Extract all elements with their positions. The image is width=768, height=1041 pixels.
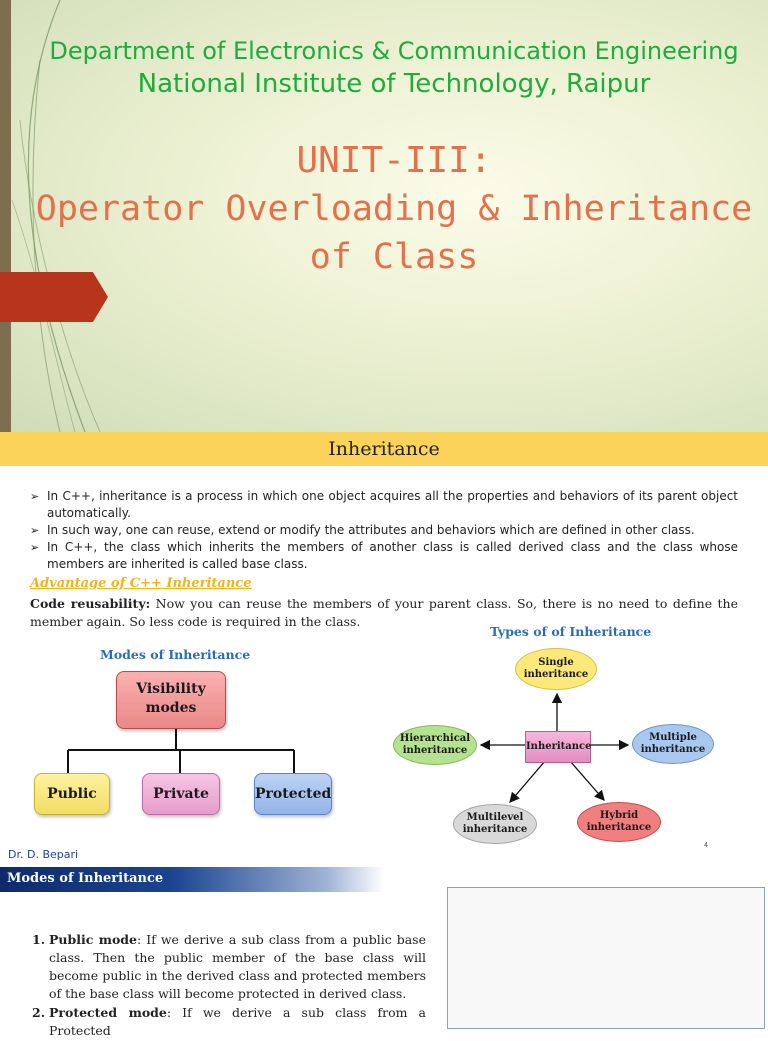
unit-label: UNIT-III: xyxy=(296,140,492,181)
inheritance-slide xyxy=(0,432,768,864)
department-name: Department of Electronics & Communication Engineering xyxy=(49,37,739,65)
item-body: : If we derive a sub class from a Protected xyxy=(49,1005,426,1038)
modes-diagram-title: Modes of Inheritance xyxy=(100,647,251,662)
list-item xyxy=(32,1004,426,1040)
visibility-line2: modes xyxy=(145,700,197,716)
code-reusability-label: Code reusability: xyxy=(30,596,151,611)
slide-header-title: Modes of Inheritance xyxy=(7,871,164,886)
public-mode-box: Public xyxy=(34,773,110,815)
visibility-modes-box xyxy=(116,671,226,729)
multilevel-inheritance-node xyxy=(453,804,537,844)
item-label: Protected mode xyxy=(49,1005,167,1020)
protected-mode-box: Protected xyxy=(254,773,332,815)
institute-name: National Institute of Technology, Raipur xyxy=(137,69,651,99)
node-label: inheritance xyxy=(586,822,652,833)
item-text xyxy=(49,931,426,1003)
single-inheritance-node xyxy=(515,648,597,690)
slide-title-line2: of Class xyxy=(309,237,479,277)
hybrid-inheritance-node xyxy=(577,802,661,842)
title-slide xyxy=(0,0,768,432)
modes-list xyxy=(32,931,426,1041)
bullet-text: In C++, the class which inherits the members of another class is called derived class and the class whose members are inherited is called base class. xyxy=(47,540,738,571)
modes-slide xyxy=(0,864,768,1038)
inheritance-center-node: Inheritance xyxy=(525,731,591,763)
visibility-line1: Visibility xyxy=(136,681,206,697)
slide-title-line1: Operator Overloading & Inheritance xyxy=(35,189,753,229)
item-label: Public mode xyxy=(49,932,138,947)
node-label: inheritance xyxy=(462,824,528,835)
slide-header-title: Inheritance xyxy=(328,438,440,460)
item-number: 1. xyxy=(32,932,46,947)
page-mark: 4 xyxy=(704,842,708,849)
code-reusability-text: Now you can reuse the members of your parent class. So, there is no need to define the member again. So less code is required in the class. xyxy=(30,596,739,629)
node-label: Hybrid xyxy=(599,810,639,821)
node-label: Single xyxy=(538,657,574,668)
bullet-arrow-icon: ➢ xyxy=(30,490,40,503)
bullet-text: In C++, inheritance is a process in which one object acquires all the properties and behaviors of its parent object automatically. xyxy=(47,489,738,520)
bullet-text: In such way, one can reuse, extend or modify the attributes and behaviors which are defined in other class. xyxy=(47,523,695,537)
advantage-heading: Advantage of C++ Inheritance xyxy=(30,576,252,591)
node-label: Multilevel xyxy=(466,812,524,823)
node-label: inheritance xyxy=(523,669,589,680)
bullet-arrow-icon: ➢ xyxy=(30,524,40,537)
author-name: Dr. D. Bepari xyxy=(8,848,79,861)
node-label: inheritance xyxy=(402,745,468,756)
types-diagram-title: Types of of Inheritance xyxy=(490,624,652,639)
node-label: inheritance xyxy=(640,744,706,755)
image-placeholder-box xyxy=(447,887,765,1029)
list-item xyxy=(32,931,426,1003)
item-text xyxy=(49,1004,426,1040)
private-mode-box: Private xyxy=(142,773,220,815)
node-label: Multiple xyxy=(649,732,697,743)
bullet-arrow-icon: ➢ xyxy=(30,541,40,554)
node-label: Hierarchical xyxy=(399,733,471,744)
item-number: 2. xyxy=(32,1005,46,1020)
multiple-inheritance-node xyxy=(632,724,714,764)
hierarchical-inheritance-node xyxy=(393,725,477,765)
item-body: : If we derive a sub class from a public base class. Then the public member of the base class will become public in the derived class and protected members of the base class will become protected in derived class. xyxy=(49,932,426,1001)
title-arrow-marker xyxy=(0,272,108,322)
